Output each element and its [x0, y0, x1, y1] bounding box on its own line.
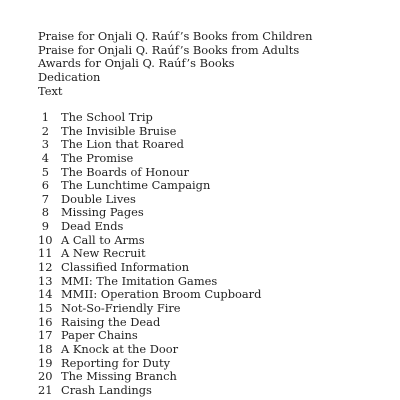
front-matter-dedication[interactable]: Dedication — [38, 69, 101, 84]
chapter-number: 3 — [41, 137, 49, 152]
chapter-item[interactable] — [38, 357, 261, 371]
chapter-title[interactable]: A Knock at the Door — [61, 341, 179, 356]
front-matter-list — [38, 30, 312, 98]
front-matter-praise-adults[interactable]: Praise for Onjali Q. Raúf’s Books from Adults — [38, 42, 300, 57]
chapter-item[interactable] — [38, 193, 261, 207]
chapter-item[interactable] — [38, 152, 261, 166]
chapter-number: 19 — [38, 355, 53, 370]
chapter-number: 9 — [41, 219, 49, 234]
chapter-title[interactable]: The Lion that Roared — [61, 137, 184, 152]
chapter-title[interactable]: Crash Landings — [61, 382, 152, 397]
chapter-number: 4 — [41, 150, 49, 165]
chapter-item[interactable] — [38, 166, 261, 180]
chapter-title[interactable]: Paper Chains — [61, 328, 138, 343]
chapter-item[interactable] — [38, 316, 261, 330]
chapter-number: 21 — [38, 382, 53, 397]
chapter-item[interactable] — [38, 111, 261, 125]
chapter-item[interactable] — [38, 261, 261, 275]
chapter-number: 14 — [38, 287, 53, 302]
chapter-number: 15 — [38, 300, 53, 315]
chapter-item[interactable] — [38, 384, 261, 398]
chapter-number: 20 — [38, 369, 53, 384]
chapter-item[interactable] — [38, 125, 261, 139]
chapter-number: 17 — [38, 328, 53, 343]
chapter-item[interactable] — [38, 179, 261, 193]
chapter-title[interactable]: The School Trip — [61, 110, 153, 124]
chapter-item[interactable] — [38, 220, 261, 234]
chapter-title[interactable]: Not-So-Friendly Fire — [61, 300, 181, 315]
chapter-number: 7 — [41, 191, 49, 206]
chapter-title[interactable]: Dead Ends — [61, 219, 124, 234]
chapter-title[interactable]: The Boards of Honour — [61, 164, 189, 179]
chapter-item[interactable] — [38, 138, 261, 152]
chapter-number: 1 — [41, 110, 49, 124]
chapter-number: 18 — [38, 341, 53, 356]
chapter-item[interactable] — [38, 329, 261, 343]
chapter-item[interactable] — [38, 302, 261, 316]
chapter-item[interactable] — [38, 234, 261, 248]
chapter-item[interactable] — [38, 288, 261, 302]
chapter-title[interactable]: The Promise — [61, 150, 134, 165]
chapter-title[interactable]: Double Lives — [61, 191, 136, 206]
chapter-item[interactable] — [38, 206, 261, 220]
chapter-title[interactable]: Classified Information — [61, 260, 190, 275]
chapter-title[interactable]: A New Recruit — [61, 246, 146, 261]
chapter-number: 16 — [38, 314, 53, 329]
chapter-number: 10 — [38, 232, 53, 247]
chapter-number: 13 — [38, 273, 53, 288]
chapter-number: 12 — [38, 260, 53, 275]
chapter-title[interactable]: MMII: Operation Broom Cupboard — [61, 287, 262, 302]
chapter-number: 5 — [41, 164, 49, 179]
chapter-title[interactable]: Raising the Dead — [61, 314, 161, 329]
chapter-title[interactable]: The Missing Branch — [61, 369, 177, 384]
chapter-number: 2 — [41, 123, 49, 138]
chapter-title[interactable]: Missing Pages — [61, 205, 144, 220]
chapter-title[interactable]: The Lunchtime Campaign — [61, 178, 211, 193]
chapter-number: 11 — [38, 246, 53, 261]
chapter-title[interactable]: MMI: The Imitation Games — [61, 273, 218, 288]
front-matter-awards[interactable]: Awards for Onjali Q. Raúf’s Books — [38, 56, 235, 71]
chapter-item[interactable] — [38, 275, 261, 289]
chapter-list — [38, 111, 261, 397]
front-matter-praise-children[interactable]: Praise for Onjali Q. Raúf’s Books from Children — [38, 29, 313, 43]
chapter-number: 6 — [41, 178, 49, 193]
chapter-item[interactable] — [38, 343, 261, 357]
chapter-item[interactable] — [38, 247, 261, 261]
chapter-title[interactable]: A Call to Arms — [61, 232, 145, 247]
front-matter-text[interactable]: Text — [38, 83, 63, 98]
chapter-title[interactable]: Reporting for Duty — [61, 355, 171, 370]
chapter-item[interactable] — [38, 370, 261, 384]
chapter-title[interactable]: The Invisible Bruise — [61, 123, 177, 138]
chapter-number: 8 — [41, 205, 49, 220]
